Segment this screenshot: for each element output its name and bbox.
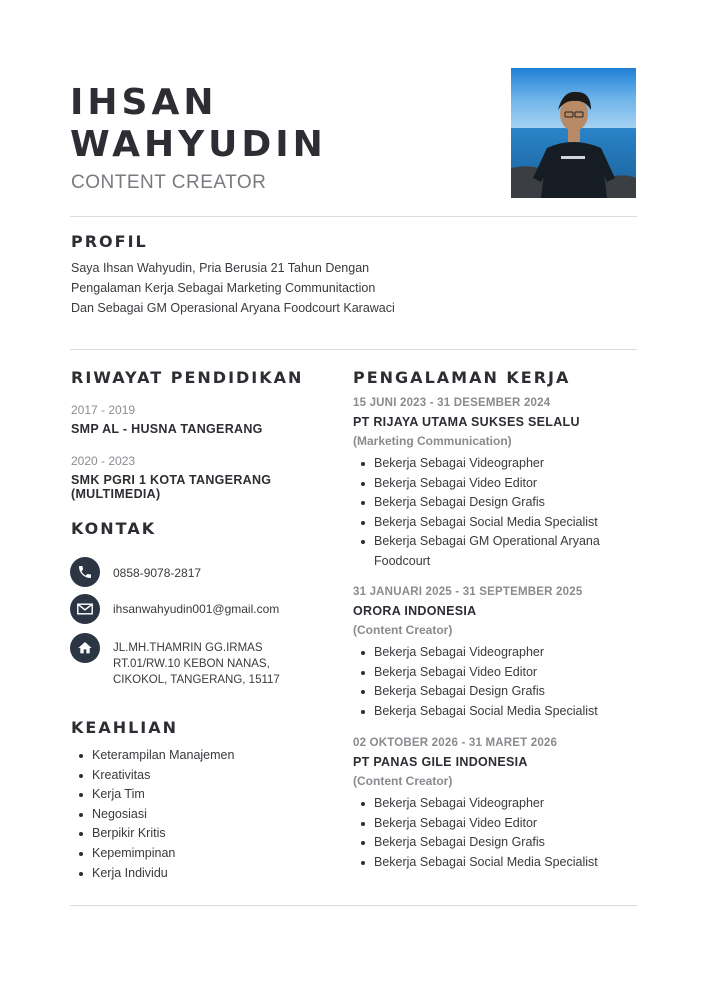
profile-photo <box>511 68 636 198</box>
task-item: Bekerja Sebagai Videographer <box>354 794 634 814</box>
last-name: WAHYUDIN <box>70 124 327 165</box>
job-period: 15 JUNI 2023 - 31 DESEMBER 2024 <box>353 397 551 409</box>
job-role: (Content Creator) <box>353 774 453 788</box>
task-item: Bekerja Sebagai Social Media Specialist <box>354 513 634 533</box>
job-period: 02 OKTOBER 2026 - 31 MARET 2026 <box>353 737 558 749</box>
job-role: (Marketing Communication) <box>353 434 512 448</box>
education-period: 2020 - 2023 <box>71 454 136 468</box>
task-item: Bekerja Sebagai Design Grafis <box>354 682 634 702</box>
profile-line: Pengalaman Kerja Sebagai Marketing Communitaction <box>71 281 376 295</box>
skill-item: Kepemimpinan <box>72 844 234 864</box>
address-line: RT.01/RW.10 KEBON NANAS, <box>113 658 270 670</box>
skill-item: Kerja Individu <box>72 864 234 884</box>
job-period: 31 JANUARI 2025 - 31 SEPTEMBER 2025 <box>353 586 583 598</box>
task-item: Bekerja Sebagai Video Editor <box>354 814 634 834</box>
education-school-major: (MULTIMEDIA) <box>71 487 161 501</box>
experience-heading: PENGALAMAN KERJA <box>353 368 571 387</box>
address-line: JL.MH.THAMRIN GG.IRMAS <box>113 642 263 654</box>
task-item: Bekerja Sebagai GM Operational Aryana Foodcourt <box>354 532 634 571</box>
skill-item: Kerja Tim <box>72 785 234 805</box>
profile-line: Dan Sebagai GM Operasional Aryana Foodcourt Karawaci <box>71 301 395 315</box>
education-school: SMP AL - HUSNA TANGERANG <box>71 422 263 436</box>
contact-heading: KONTAK <box>71 519 157 538</box>
task-item: Bekerja Sebagai Videographer <box>354 643 634 663</box>
task-item: Bekerja Sebagai Video Editor <box>354 663 634 683</box>
task-item: Bekerja Sebagai Social Media Specialist <box>354 702 634 722</box>
home-icon <box>70 633 100 663</box>
divider <box>70 905 637 906</box>
divider <box>70 216 637 217</box>
profile-line: Saya Ihsan Wahyudin, Pria Berusia 21 Tahun Dengan <box>71 261 370 275</box>
skill-item: Keterampilan Manajemen <box>72 746 234 766</box>
skill-item: Negosiasi <box>72 805 234 825</box>
task-item: Bekerja Sebagai Design Grafis <box>354 833 634 853</box>
job-title: CONTENT CREATOR <box>71 172 267 193</box>
job-company: ORORA INDONESIA <box>353 604 477 618</box>
divider <box>70 349 637 350</box>
skill-item: Kreativitas <box>72 766 234 786</box>
job-tasks <box>354 794 634 872</box>
education-school: SMK PGRI 1 KOTA TANGERANG <box>71 473 272 487</box>
job-company: PT PANAS GILE INDONESIA <box>353 755 528 769</box>
task-item: Bekerja Sebagai Social Media Specialist <box>354 853 634 873</box>
contact-email: ihsanwahyudin001@gmail.com <box>113 602 280 616</box>
education-period: 2017 - 2019 <box>71 403 136 417</box>
profile-heading: PROFIL <box>71 232 148 251</box>
job-tasks <box>354 643 634 721</box>
phone-icon <box>70 557 100 587</box>
skill-item: Berpikir Kritis <box>72 824 234 844</box>
profile-text <box>71 258 395 318</box>
job-tasks <box>354 454 634 572</box>
address-line: CIKOKOL, TANGERANG, 15117 <box>113 674 280 686</box>
first-name: IHSAN <box>70 82 218 123</box>
task-item: Bekerja Sebagai Video Editor <box>354 474 634 494</box>
job-role: (Content Creator) <box>353 623 453 637</box>
contact-phone: 0858-9078-2817 <box>113 566 202 580</box>
mail-icon <box>70 594 100 624</box>
skills-heading: KEAHLIAN <box>71 718 179 737</box>
task-item: Bekerja Sebagai Design Grafis <box>354 493 634 513</box>
education-heading: RIWAYAT PENDIDIKAN <box>71 368 304 387</box>
task-item: Bekerja Sebagai Videographer <box>354 454 634 474</box>
contact-address <box>113 640 280 688</box>
job-company: PT RIJAYA UTAMA SUKSES SELALU <box>353 415 580 429</box>
skills-list <box>72 746 234 883</box>
